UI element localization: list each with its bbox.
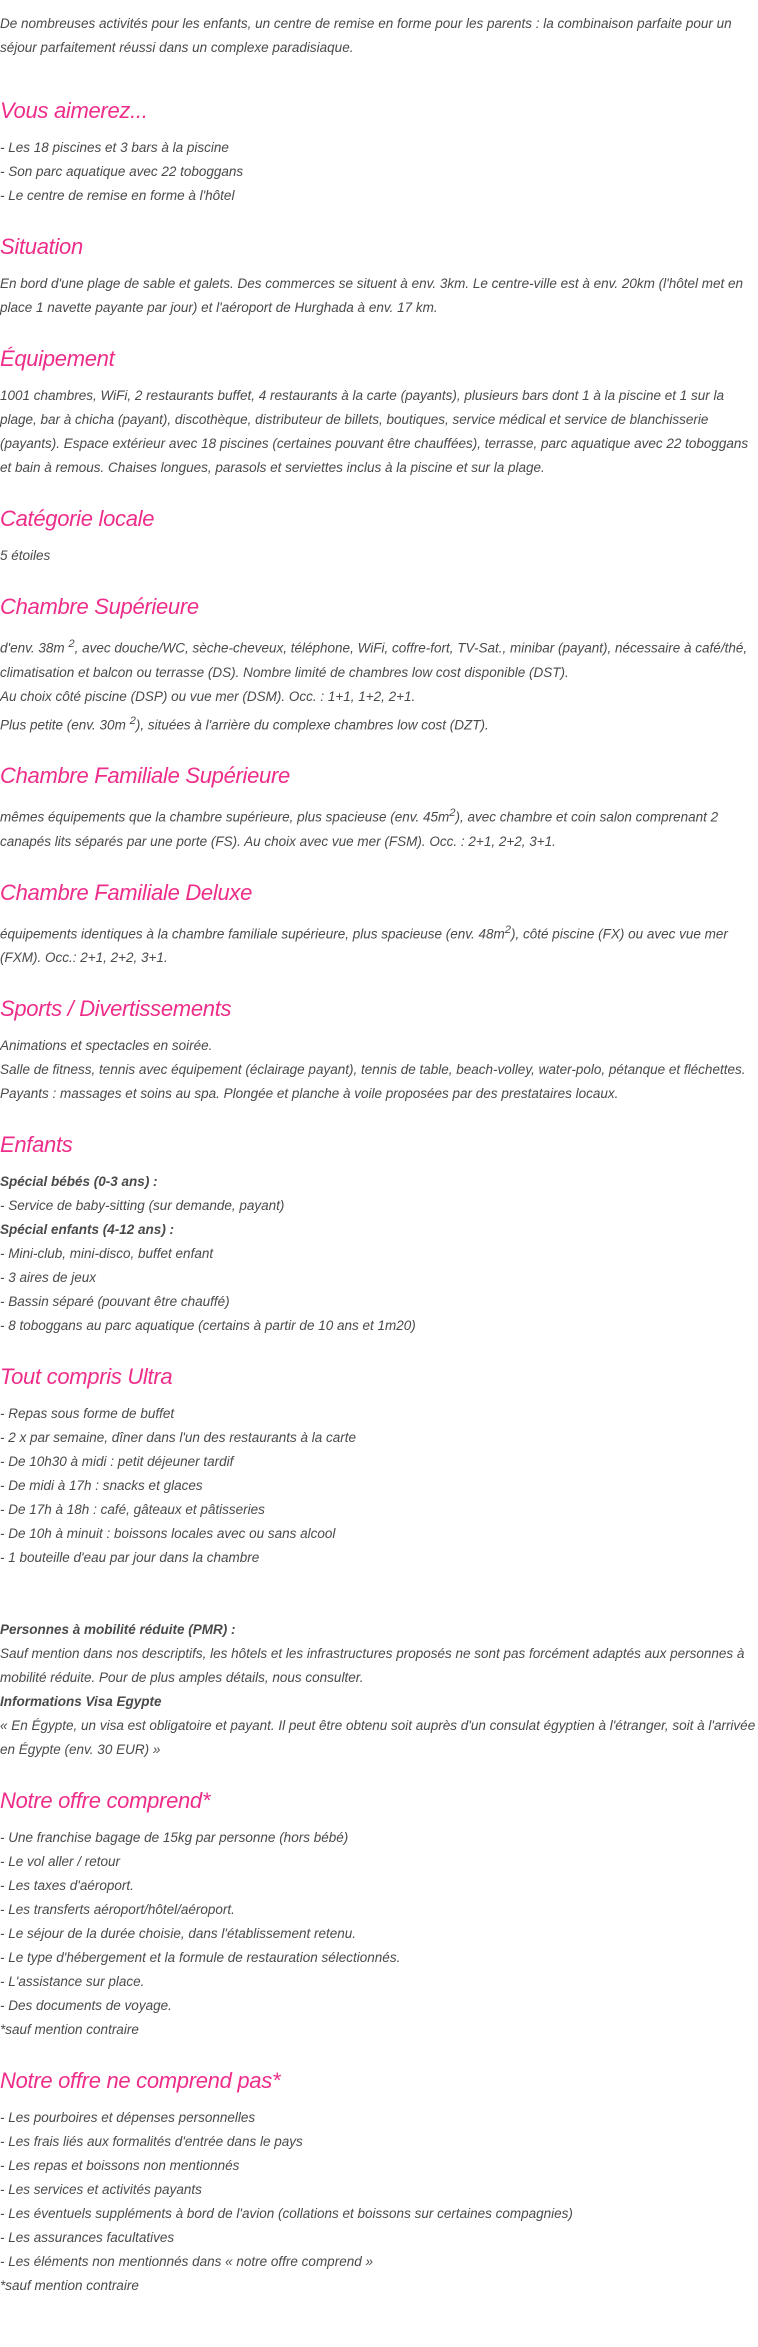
superscript: 2 (449, 807, 456, 819)
section-title: Sports / Divertissements (0, 996, 232, 1021)
section-equipement (0, 344, 758, 480)
section-title: Chambre Familiale Supérieure (0, 763, 290, 788)
section-title: Équipement (0, 346, 115, 371)
section-text: Au choix côté piscine (DSP) ou vue mer (DSM). Occ. : 1+1, 1+2, 2+1. (0, 688, 416, 704)
list-item: - Les frais liés aux formalités d'entrée dans le pays (0, 2134, 303, 2149)
pmr-text: Sauf mention dans nos descriptifs, les hôtels et les infrastructures proposés ne sont pas forcément adaptés aux personnes à mobilité réduite. Pour de plus amples détails, nous consulter. (0, 1646, 745, 1685)
list-item: - 3 aires de jeux (0, 1270, 97, 1285)
list-item: - Le séjour de la durée choisie, dans l'établissement retenu. (0, 1926, 357, 1941)
section-offre-ne-comprend-pas (0, 2066, 758, 2298)
section-text: Salle de fitness, tennis avec équipement (éclairage payant), tennis de table, beach-volley, water-polo, pétanque et fléchettes. (0, 1062, 746, 1077)
list-item: - De 10h à minuit : boissons locales avec ou sans alcool (0, 1526, 336, 1541)
list-item: - Les transferts aéroport/hôtel/aéroport. (0, 1902, 235, 1917)
list-item: - Les assurances facultatives (0, 2230, 175, 2245)
list-item: - Bassin séparé (pouvant être chauffé) (0, 1294, 230, 1309)
list-item: - Le type d'hébergement et la formule de restauration sélectionnés. (0, 1950, 401, 1965)
footnote: *sauf mention contraire (0, 2022, 139, 2037)
section-vous-aimerez (0, 96, 758, 208)
section-text: 5 étoiles (0, 548, 51, 563)
list-item: - Le vol aller / retour (0, 1854, 121, 1869)
superscript: 2 (129, 714, 136, 727)
superscript: 2 (68, 638, 75, 650)
text-part: , avec douche/WC, sèche-cheveux, téléphone, WiFi, coffre-fort, TV-Sat., minibar (payant), nécessaire à café/thé, climatisation et balcon ou terrasse (DS). Nombre limité de chambres low cost disponible (DST). (0, 640, 748, 680)
list-item: - Le centre de remise en forme à l'hôtel (0, 188, 235, 203)
section-title: Situation (0, 234, 83, 259)
list-item: - De 10h30 à midi : petit déjeuner tardif (0, 1454, 234, 1469)
intro-text: De nombreuses activités pour les enfants, un centre de remise en forme pour les parents : la combinaison parfaite pour un séjour parfaitement réussi dans un complexe paradisiaque. (0, 16, 732, 55)
list-item: - 8 toboggans au parc aquatique (certains à partir de 10 ans et 1m20) (0, 1318, 416, 1333)
list-item: - Une franchise bagage de 15kg par personne (hors bébé) (0, 1830, 349, 1845)
section-title: Notre offre comprend* (0, 1788, 211, 1813)
section-title: Chambre Familiale Deluxe (0, 879, 253, 905)
list-item: - De 17h à 18h : café, gâteaux et pâtisseries (0, 1502, 265, 1517)
text-part: ), avec chambre et coin salon comprenant 2 canapés lits séparés par une porte (FS). Au choix avec vue mer (FSM). Occ. : 2+1, 2+2, 3+1. (0, 809, 719, 849)
section-title: Tout compris Ultra (0, 1364, 173, 1389)
list-item: - 1 bouteille d'eau par jour dans la chambre (0, 1550, 260, 1565)
section-text: 1001 chambres, WiFi, 2 restaurants buffet, 4 restaurants à la carte (payants), plusieurs bars dont 1 à la piscine et 1 sur la plage, bar à chicha (payant), discothèque, distributeur de billets, boutiques, service médical et service de blanchisserie (payants). Espace extérieur avec 18 piscines (certaines pouvant être chauffées), terrasse, parc aquatique avec 22 toboggans et bain à remous. Chaises longues, parasols et serviettes inclus à la piscine et sur la plage. (0, 388, 749, 475)
footnote: *sauf mention contraire (0, 2278, 139, 2293)
list-item: - L'assistance sur place. (0, 1974, 145, 1989)
list-item: - Repas sous forme de buffet (0, 1406, 175, 1421)
text-part: équipements identiques à la chambre familiale supérieure, plus spacieuse (env. 48m (0, 926, 505, 941)
list-item: - Les éventuels suppléments à bord de l'avion (collations et boissons sur certaines compagnies) (0, 2206, 573, 2221)
section-tout-compris (0, 1362, 758, 1762)
section-text (0, 632, 758, 685)
list-item: - Son parc aquatique avec 22 toboggans (0, 164, 244, 179)
section-offre-comprend (0, 1786, 758, 2042)
subsection-label: Spécial bébés (0-3 ans) : (0, 1174, 158, 1189)
section-title: Chambre Supérieure (0, 594, 199, 619)
section-categorie (0, 504, 758, 568)
text-part: ), côté piscine (FX) ou avec vue mer (FXM). Occ.: 2+1, 2+2, 3+1. (0, 926, 728, 965)
list-item: - Service de baby-sitting (sur demande, payant) (0, 1198, 285, 1213)
superscript: 2 (504, 923, 512, 936)
section-chambre-familiale-superieure (0, 761, 758, 854)
section-title: Enfants (0, 1132, 73, 1157)
list-item: - Les éléments non mentionnés dans « notre offre comprend » (0, 2254, 373, 2269)
section-text: En bord d'une plage de sable et galets. Des commerces se situent à env. 3km. Le centre-ville est à env. 20km (l'hôtel met en place 1 navette payante par jour) et l'aéroport de Hurghada à env. 17 km. (0, 276, 744, 315)
subsection-label: Spécial enfants (4-12 ans) : (0, 1222, 175, 1237)
visa-text: « En Égypte, un visa est obligatoire et payant. Il peut être obtenu soit auprès d'un consulat égyptien à l'étranger, soit à l'arrivée en Égypte (env. 30 EUR) » (0, 1718, 756, 1757)
section-text (0, 709, 758, 738)
section-situation (0, 232, 758, 320)
list-item: - Les pourboires et dépenses personnelles (0, 2110, 256, 2125)
section-title: Vous aimerez... (0, 98, 148, 123)
list-item: - Les 18 piscines et 3 bars à la piscine (0, 140, 229, 155)
text-part: d'env. 38m (0, 640, 65, 656)
list-item: - Des documents de voyage. (0, 1998, 172, 2013)
section-text: Payants : massages et soins au spa. Plongée et planche à voile proposées par des prestataires locaux. (0, 1086, 619, 1101)
section-chambre-familiale-deluxe (0, 878, 758, 971)
list-item: - Les services et activités payants (0, 2182, 202, 2197)
section-text (0, 801, 758, 854)
text-part: Plus petite (env. 30m (0, 717, 130, 732)
pmr-label: Personnes à mobilité réduite (PMR) : (0, 1622, 236, 1637)
section-sports (0, 994, 758, 1106)
list-item: - Mini-club, mini-disco, buffet enfant (0, 1246, 214, 1261)
list-item: - Les repas et boissons non mentionnés (0, 2158, 240, 2173)
list-item: - Les taxes d'aéroport. (0, 1878, 134, 1893)
text-part: mêmes équipements que la chambre supérieure, plus spacieuse (env. 45m (0, 809, 450, 825)
section-text: Animations et spectacles en soirée. (0, 1038, 213, 1053)
section-text (0, 918, 758, 971)
section-title: Catégorie locale (0, 506, 155, 531)
list-item: - 2 x par semaine, dîner dans l'un des restaurants à la carte (0, 1430, 357, 1445)
list-item: - De midi à 17h : snacks et glaces (0, 1478, 203, 1493)
section-enfants (0, 1130, 758, 1338)
visa-label: Informations Visa Egypte (0, 1694, 162, 1709)
section-title: Notre offre ne comprend pas* (0, 2068, 281, 2093)
section-chambre-superieure (0, 592, 758, 737)
text-part: ), situées à l'arrière du complexe chambres low cost (DZT). (135, 717, 489, 732)
